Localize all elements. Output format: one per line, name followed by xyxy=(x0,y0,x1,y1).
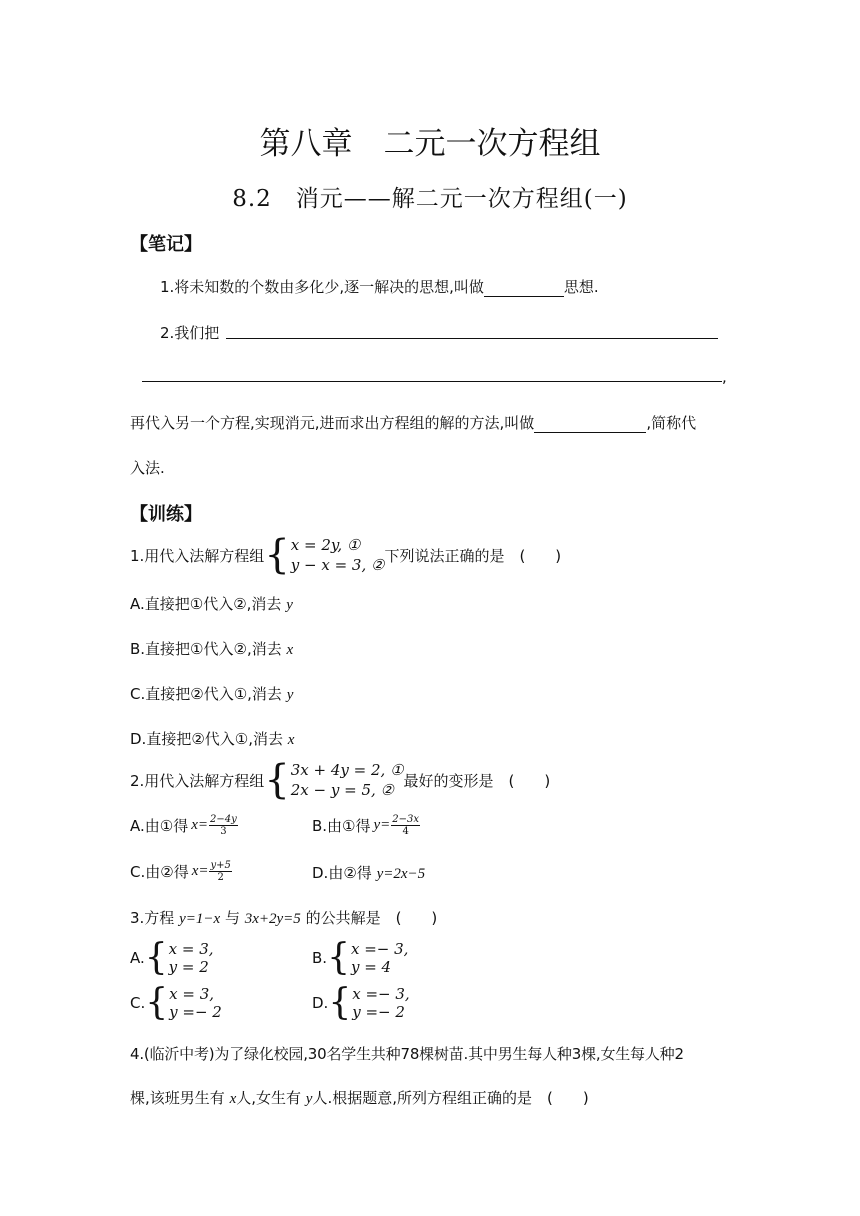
fraction-denominator: 3 xyxy=(220,826,227,837)
fraction-numerator: 2−4y xyxy=(210,814,237,825)
solution-system xyxy=(145,982,222,1023)
solution-eq-1: x =− 3, xyxy=(350,940,409,958)
notes-item-2: 2.我们把 xyxy=(160,324,220,342)
fraction-denominator: 2 xyxy=(217,872,224,883)
notes-item-1-text: 1.将未知数的个数由多化少,逐一解决的思想,叫做 xyxy=(160,278,484,296)
question-2 xyxy=(130,759,550,801)
solution-eq-1: x = 3, xyxy=(168,940,214,958)
q1-option-b[interactable] xyxy=(130,638,293,659)
q1-option-d-var: x xyxy=(287,732,295,748)
fraction xyxy=(209,814,238,837)
q4-text-a: 棵,该班男生有 xyxy=(130,1089,225,1107)
question-3-eq-b: 3x+2y=5 xyxy=(244,911,301,927)
equation-1a: x = 2y, ① xyxy=(290,536,361,554)
q3-option-a-label: A. xyxy=(130,949,145,967)
q1-option-a-var: y xyxy=(286,597,293,613)
q2-option-d-expr: y=2x−5 xyxy=(376,866,426,882)
q1-option-d-label: D.直接把②代入①,消去 xyxy=(130,730,283,748)
notes-item-1 xyxy=(160,276,599,297)
brace-icon: { xyxy=(145,982,169,1023)
q2-option-a-label: A.由①得 xyxy=(130,817,189,835)
q1-option-a-label: A.直接把①代入②,消去 xyxy=(130,595,282,613)
fraction-numerator: 2−3x xyxy=(392,814,420,825)
brace-icon: { xyxy=(264,757,290,803)
solution-system xyxy=(144,937,214,978)
notes-heading: 【笔记】 xyxy=(130,234,202,255)
fill-blank-2a[interactable] xyxy=(226,338,718,339)
q2-option-b-lhs: y= xyxy=(373,817,391,833)
fill-blank-1[interactable] xyxy=(484,282,564,297)
solution-system xyxy=(328,982,410,1023)
training-heading: 【训练】 xyxy=(130,504,202,525)
question-1-stem: 1.用代入法解方程组 xyxy=(130,546,265,565)
q1-option-c-label: C.直接把②代入①,消去 xyxy=(130,685,282,703)
q2-option-c[interactable] xyxy=(130,860,232,883)
q2-option-d-label: D.由②得 xyxy=(312,864,372,882)
q3-option-a[interactable] xyxy=(130,937,214,978)
question-3 xyxy=(130,907,437,928)
q1-option-d[interactable] xyxy=(130,728,294,749)
q4-text-b: 人,女生有 xyxy=(236,1089,302,1107)
question-2-stem: 2.用代入法解方程组 xyxy=(130,771,265,790)
solution-eq-2: y = 2 xyxy=(168,958,209,976)
fraction-denominator: 4 xyxy=(402,826,409,837)
chapter-title: 第八章 二元一次方程组 xyxy=(259,126,601,162)
question-3-eq-a: y=1−x xyxy=(179,911,221,927)
question-4-line-1: 4.(临沂中考)为了绿化校园,30名学生共种78棵树苗.其中男生每人种3棵,女生每人种2 xyxy=(130,1045,684,1063)
section-title: 8.2 消元——解二元一次方程组(一) xyxy=(232,186,628,212)
q2-option-d[interactable] xyxy=(312,862,425,883)
q1-option-b-var: x xyxy=(286,642,294,658)
notes-line-3-suffix: ,简称代 xyxy=(646,414,697,432)
fraction xyxy=(209,860,231,883)
q3-option-d[interactable] xyxy=(312,982,410,1023)
notes-line-3 xyxy=(130,412,696,433)
notes-line-3-text: 再代入另一个方程,实现消元,进而求出方程组的解的方法,叫做 xyxy=(130,414,535,432)
fill-blank-2b[interactable] xyxy=(142,381,722,382)
brace-icon: { xyxy=(144,937,168,978)
question-2-tail: 最好的变形是 ( ) xyxy=(403,771,551,790)
q2-option-c-lhs: x= xyxy=(191,863,209,879)
fill-blank-3[interactable] xyxy=(534,418,646,433)
solution-eq-1: x = 3, xyxy=(169,985,215,1003)
q3-option-c[interactable] xyxy=(130,982,222,1023)
q3-option-b[interactable] xyxy=(312,937,409,978)
q3-option-c-label: C. xyxy=(130,994,146,1012)
equation-system-2 xyxy=(264,757,404,803)
brace-icon: { xyxy=(328,982,352,1023)
equation-system-1 xyxy=(264,532,385,578)
q1-option-c-var: y xyxy=(286,687,294,703)
question-3-stem: 3.方程 xyxy=(130,909,175,927)
q1-option-a[interactable] xyxy=(130,593,293,614)
q1-option-c[interactable] xyxy=(130,683,293,704)
q4-var-x: x xyxy=(229,1091,237,1107)
question-1-tail: 下列说法正确的是 ( ) xyxy=(384,546,562,565)
equation-2b: 2x − y = 5, ② xyxy=(290,781,394,799)
solution-eq-1: x =− 3, xyxy=(352,985,410,1003)
brace-icon: { xyxy=(264,532,290,578)
solution-eq-2: y =− 2 xyxy=(169,1003,222,1021)
notes-comma: , xyxy=(722,368,727,386)
q2-option-a-lhs: x= xyxy=(191,817,208,833)
q2-option-a[interactable] xyxy=(130,814,238,837)
solution-system xyxy=(327,937,409,978)
equation-1b: y − x = 3, ② xyxy=(290,556,385,574)
question-3-mid: 与 xyxy=(224,909,240,927)
q2-option-b[interactable] xyxy=(312,814,420,837)
q1-option-b-label: B.直接把①代入②,消去 xyxy=(130,640,282,658)
equation-2a: 3x + 4y = 2, ① xyxy=(290,761,404,779)
question-1 xyxy=(130,534,561,576)
q3-option-d-label: D. xyxy=(312,994,329,1012)
q4-var-y: y xyxy=(305,1091,313,1107)
question-4-line-2 xyxy=(130,1087,589,1108)
q3-option-b-label: B. xyxy=(312,949,328,967)
q2-option-c-label: C.由②得 xyxy=(130,863,189,881)
notes-line-4: 入法. xyxy=(130,459,165,477)
question-3-tail: 的公共解是 ( ) xyxy=(305,909,438,927)
brace-icon: { xyxy=(327,937,350,978)
notes-item-1-suffix: 思想. xyxy=(563,278,599,296)
solution-eq-2: y = 4 xyxy=(350,958,392,976)
q4-text-c: 人.根据题意,所列方程组正确的是 ( ) xyxy=(312,1089,589,1107)
fraction xyxy=(391,814,420,837)
q2-option-b-label: B.由①得 xyxy=(312,817,371,835)
fraction-numerator: y+5 xyxy=(210,860,231,871)
solution-eq-2: y =− 2 xyxy=(352,1003,405,1021)
